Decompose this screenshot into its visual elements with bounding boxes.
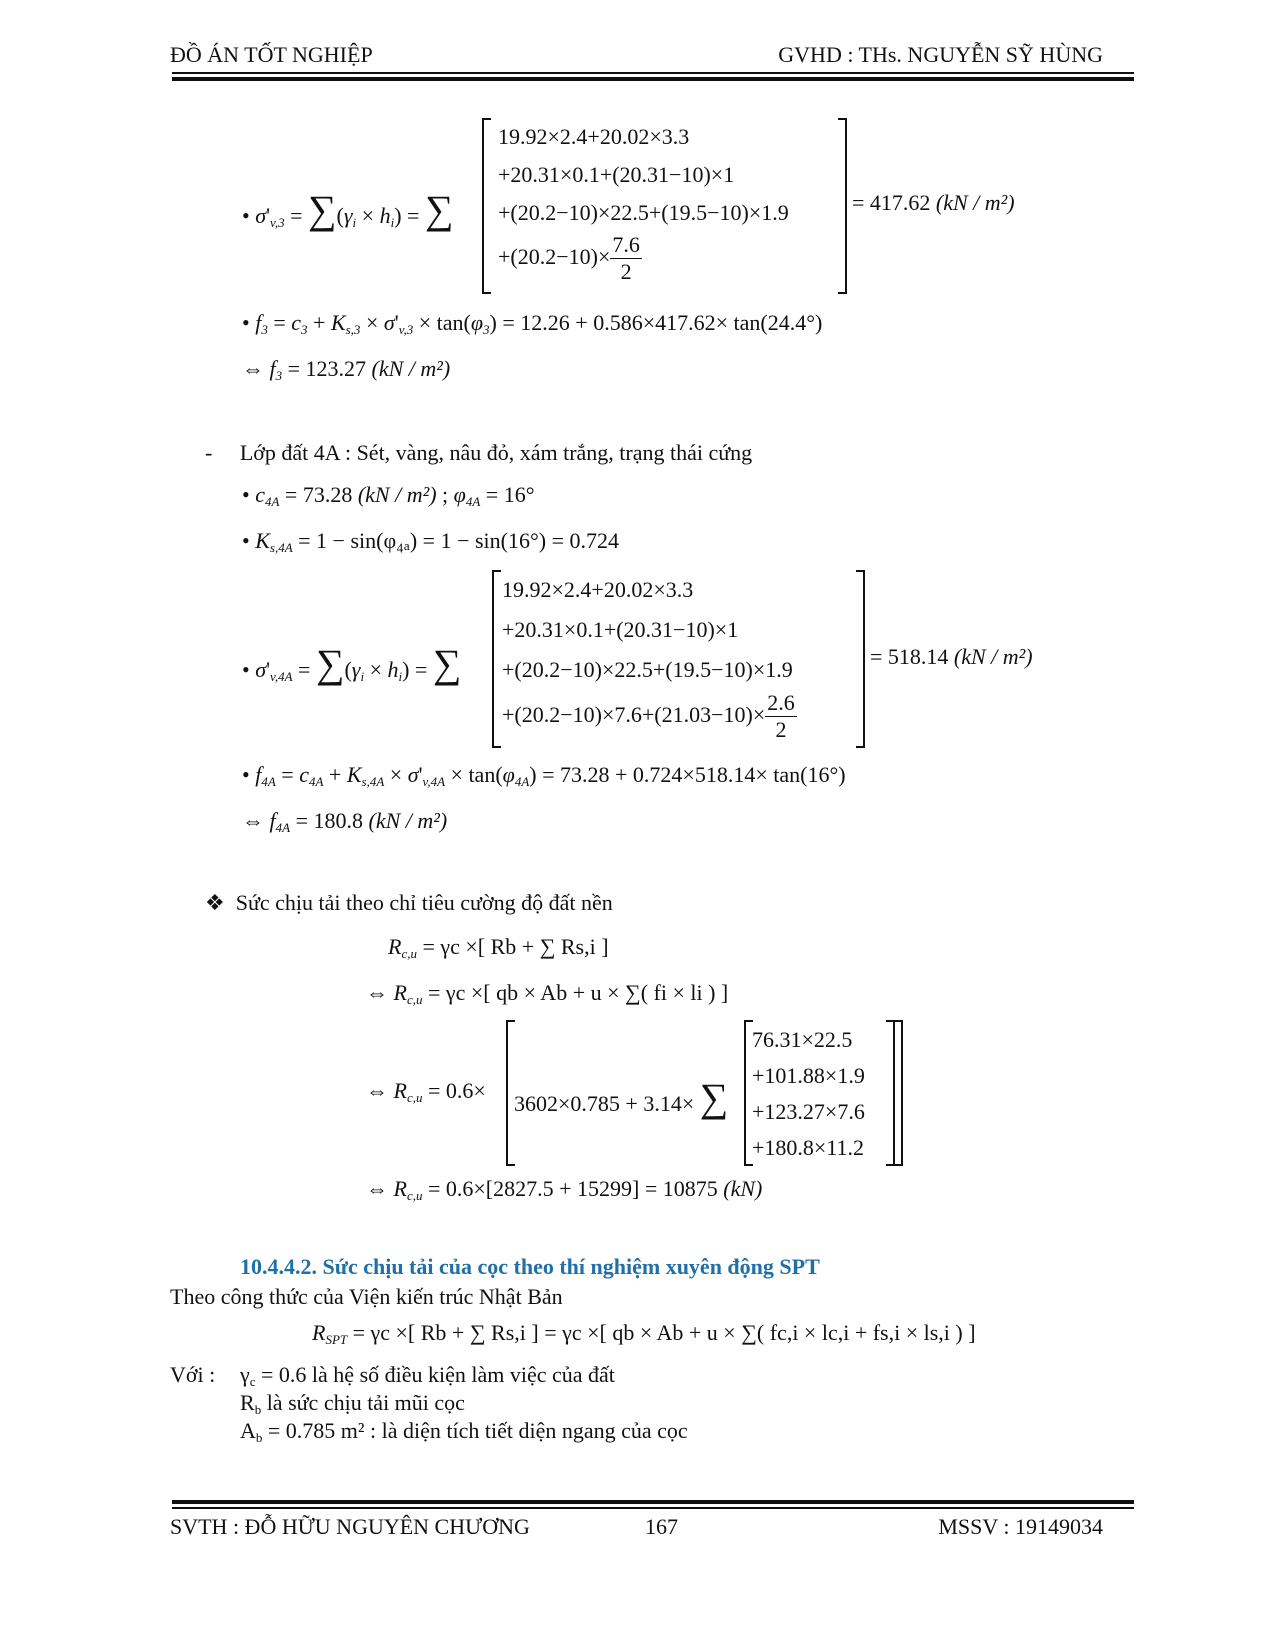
footer-left: SVTH : ĐỖ HỮU NGUYÊN CHƯƠNG bbox=[170, 1514, 530, 1539]
capacity-line1: $R_{c,u} = \gamma c$ ×[ Rb + ∑ Rs,i ] bbox=[388, 934, 609, 961]
page-number: 167 bbox=[645, 1514, 678, 1539]
def-gamma: $\gamma_c = 0.6$ là hệ số điều kiện làm việc của đất bbox=[240, 1362, 615, 1389]
f3-result: ⇔ $f_3 = 123.27$ (kN / m²) bbox=[242, 356, 451, 383]
layer4a-title: - Lớp đất 4A : Sét, vàng, nâu đỏ, xám trắng, trạng thái cứng bbox=[205, 440, 753, 465]
c4a-line: • $c_{4A} = 73.28$ (kN / m²) ; $\varphi_{4A} = 16^\circ$ bbox=[242, 482, 535, 509]
bracket-left bbox=[492, 570, 501, 748]
capacity-line4: ⇔ $R_{c,u} = 0.6\times[2827.5 + 15299] = 10875$ (kN) bbox=[366, 1176, 763, 1203]
spt-formula: $R_{SPT} = \gamma c$ ×[ Rb + ∑ Rs,i ] = γc ×[ qb × Ab + u × ∑( fc,i × lc,i + fs,i × ls,i ) ] bbox=[312, 1320, 976, 1347]
footer-rule bbox=[172, 1507, 1134, 1509]
section-intro: Theo công thức của Viện kiến trúc Nhật Bản bbox=[170, 1284, 563, 1309]
footer-right: MSSV : 19149034 bbox=[938, 1514, 1103, 1539]
header-rule bbox=[172, 72, 1134, 74]
ks4a-line: • $K_{s,4A} = 1 - \sin(\varphi_{4a}) = 1 - \sin(16^\circ) = 0.724$ bbox=[242, 528, 620, 555]
capacity-line2: ⇔ $R_{c,u} = \gamma c$ ×[ qb × Ab + u × ∑( fi × li ) ] bbox=[366, 980, 729, 1007]
diamond-bullet-icon: ❖ bbox=[205, 890, 225, 915]
bracket-right bbox=[838, 118, 847, 294]
def-ab: $A_b = 0.785$ m² : là diện tích tiết diện ngang của cọc bbox=[240, 1418, 688, 1445]
header-rule-thick bbox=[172, 77, 1134, 81]
section-heading: 10.4.4.2. Sức chịu tải của cọc theo thí nghiệm xuyên động SPT bbox=[240, 1254, 820, 1279]
sigma-v3-matrix: 19.92×2.4+20.02×3.3 +20.31×0.1+(20.31−10)×1 +(20.2−10)×22.5+(19.5−10)×1.9 +(20.2−10)× $\frac{7.6}{2}$ bbox=[498, 124, 789, 285]
sigma-v3-lhs: • $\sigma'_{v,3} = \sum(\gamma_i \times h_i)$ = ∑ bbox=[242, 187, 454, 232]
sigma-v4a-result: = 518.14 (kN / m²) bbox=[870, 644, 1033, 669]
capacity-title: ❖ Sức chịu tải theo chỉ tiêu cường độ đất nền bbox=[205, 890, 613, 915]
capacity-line3-left: ⇔ $R_{c,u} = 0.6\times$ bbox=[366, 1078, 486, 1105]
bracket-right bbox=[894, 1020, 903, 1166]
bracket-left bbox=[482, 118, 491, 294]
sigma-v4a-matrix: 19.92×2.4+20.02×3.3 +20.31×0.1+(20.31−10)×1 +(20.2−10)×22.5+(19.5−10)×1.9 +(20.2−10)×7.6+(21.03−10)× $\frac{2.6}{2}$ bbox=[502, 577, 795, 743]
def-rb: $R_b$ là sức chịu tải mũi cọc bbox=[240, 1390, 465, 1417]
f4a-result: ⇔ $f_{4A} = 180.8$ (kN / m²) bbox=[242, 808, 448, 835]
f3-expression: • $f_3 = c_3 + K_{s,3} \times \sigma'_{v,3} \times \tan(\varphi_3) = 12.26 + 0.586\times 417.62\times \tan(24.4^\circ)$ bbox=[242, 310, 823, 337]
capacity-line3-inner: 3602×0.785 + 3.14× ∑ bbox=[514, 1075, 729, 1120]
f4a-expression: • $f_{4A} = c_{4A} + K_{s,4A} \times \sigma'_{v,4A} \times \tan(\varphi_{4A}) = 73.28 + 0.724\times 518.14\times \tan(16^\circ)$ bbox=[242, 762, 846, 789]
capacity-line3-matrix: 76.31×22.5 +101.88×1.9 +123.27×7.6 +180.8×11.2 bbox=[752, 1027, 865, 1160]
footer-rule-thick bbox=[172, 1500, 1134, 1504]
bracket-right bbox=[856, 570, 865, 748]
with-label: Với : bbox=[170, 1362, 216, 1387]
sigma-v4a-lhs: • $\sigma'_{v,4A} = \sum(\gamma_i \times h_i)$ = ∑ bbox=[242, 641, 462, 686]
header-right: GVHD : THs. NGUYỄN SỸ HÙNG bbox=[778, 42, 1103, 67]
header-left: ĐỒ ÁN TỐT NGHIỆP bbox=[170, 42, 373, 67]
sigma-v3-result: = 417.62 (kN / m²) bbox=[852, 190, 1015, 215]
